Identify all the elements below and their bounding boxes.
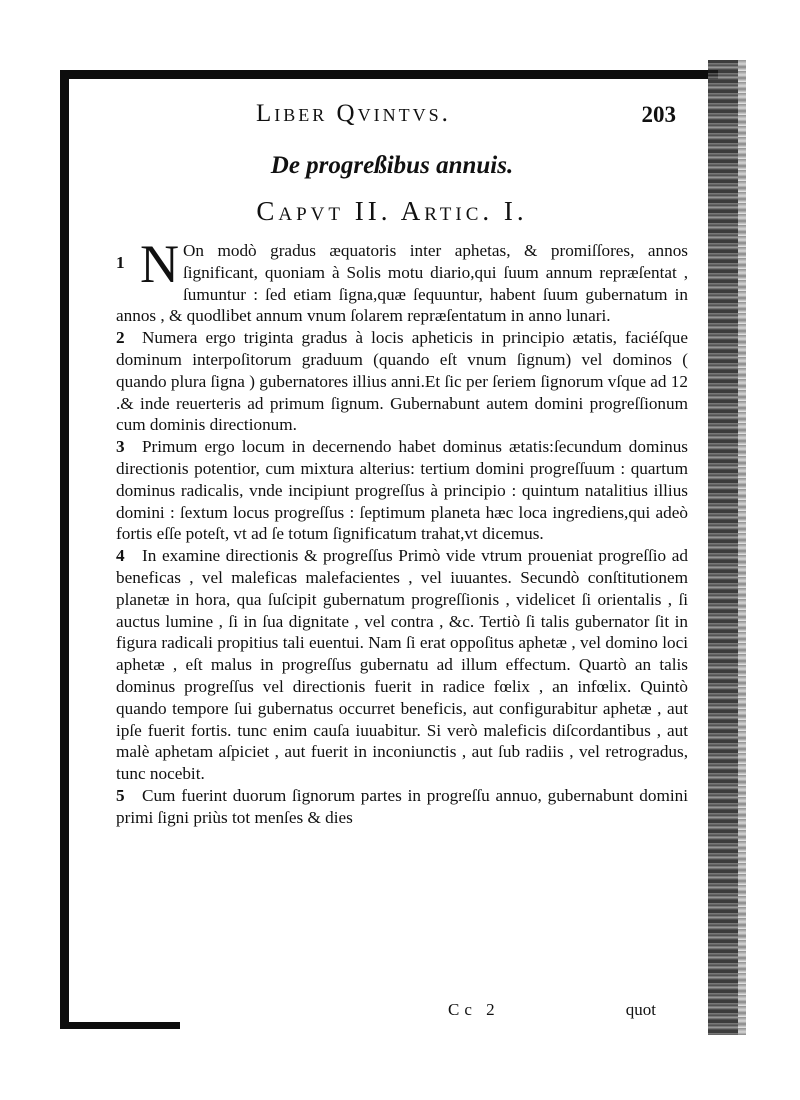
- paragraph-3: [116, 436, 688, 545]
- drop-cap: N: [140, 234, 179, 294]
- page-number: 203: [641, 102, 676, 127]
- paragraph-number: 1: [116, 253, 125, 272]
- paragraph-number: 4: [116, 546, 125, 566]
- paragraph-2: [116, 327, 688, 436]
- signature-mark: Cc 2: [448, 1000, 500, 1019]
- section-subtitle: De progreßibus annuis.: [270, 152, 514, 179]
- catchword: quot: [625, 1000, 656, 1019]
- paragraph-text: Cum fuerint duorum ſignorum partes in progreſſu annuo, gubernabunt domini primi ſigni priùs tot menſes & dies: [116, 785, 688, 827]
- body-text: [116, 234, 688, 829]
- page-footer: [86, 1000, 698, 1024]
- paragraph-text: On modò gradus æquatoris inter aphetas, & promiſſores, annos ſignificant, quoniam à Solis motu diario,qui ſuum annum repræſentat , ſumuntur : ſed etiam ſigna,quæ ſequuntur, habent ſuum gubernatum in annos , & quodlibet annum vnum ſolarem repræſentatum in anno lunari.: [116, 241, 688, 326]
- paragraph-text: In examine directionis & progreſſus Primò vide vtrum proueniat progreſſio ad beneficas , vel maleficas malefacientes , vel iuuantes. Secundò conſtitutionem planetæ in hora, qua ſuſcipit gubernatum progreſſionis , videlicet ſi orientalis , ſi auctus lumine , ſi in ſua dignitate , vel contra , &c. Tertiò ſi talis gubernator ſit in figura radicali propitius tali euentui. Nam ſi erat oppoſitus aphetæ , vel domino loci aphetæ , eſt malus in progreſſus gubernatu ad illum effectum. Quartò an talis dominus progreſſus vel directionis fuerit in radice fœlix , an infœlix. Quintò quando tempore ſui gubernatus occurret beneficis, aut configurabitur aphetæ , aut ipſe fuerit fortis. tunc enim cauſa iuuabitur. Si verò maleficis diſcordantibus , aut malè aphetam aſpiciet , aut fuerit in inconiunctis , aut ſub radiis , vel retrogradus, tunc nocebit.: [116, 546, 688, 784]
- paragraph-number: 5: [116, 785, 125, 805]
- paragraph-text: Primum ergo locum in decernendo habet dominus ætatis:ſecundum dominus directionis potentior, cum mixtura alterius: tertium domini progreſſuum : quartum dominus radicalis, vnde incipiunt progreſſus à principio : quintum natalitius illius domini : ſextum locus progreſſus : ſeptimum planeta hæc loca ingrediens,qui adeò fortis eſſe poteſt, vt ad ſe totum ſignificatum trahat,vt dicemus.: [116, 437, 688, 544]
- paragraph-number: 2: [116, 328, 125, 348]
- page-frame-left-border: [60, 70, 69, 1028]
- scan-edge-right: [708, 60, 738, 1035]
- running-title: Liber Qvintvs.: [256, 100, 451, 127]
- running-head: [86, 100, 698, 130]
- page-frame-top-border: [64, 70, 718, 79]
- paragraph-1: [116, 234, 688, 327]
- paragraph-4: [116, 545, 688, 785]
- paragraph-text: Numera ergo triginta gradus à locis apheticis in principio ætatis, faciéſque dominum interpoſitorum graduum (quando eſt vnum ſignum) vel dominos ( quando plura ſigna ) gubernatores illius anni.Et ſic per ſeriem ſignorum vſque ad 12 .& inde reuerteris ad primum ſignum. Gubernabunt autem domini progreſſionum cum dominis directionum.: [116, 328, 688, 435]
- paragraph-number: 3: [116, 437, 125, 457]
- book-page: [86, 92, 698, 1022]
- paragraph-5: [116, 785, 688, 829]
- scan-edge-right-outer: [738, 60, 746, 1035]
- chapter-heading: Capvt II. Artic. I.: [256, 196, 528, 226]
